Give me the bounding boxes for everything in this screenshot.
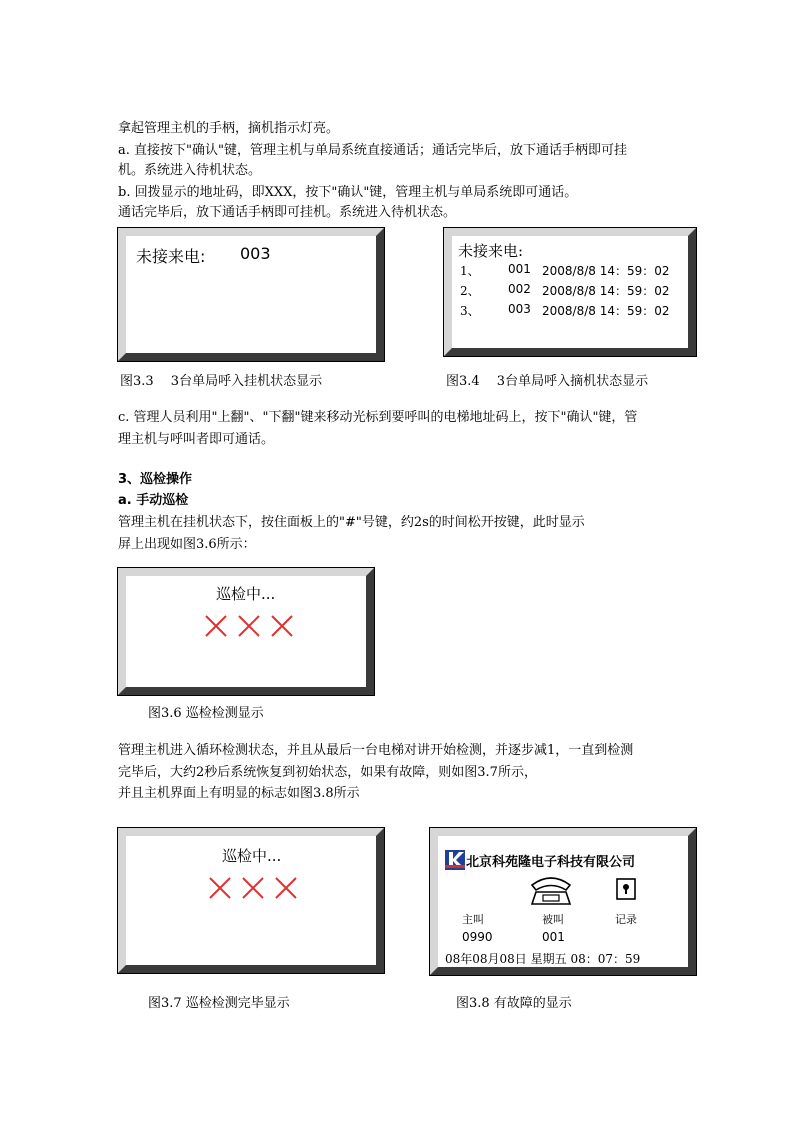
lcd-fig-3-3 <box>118 228 384 361</box>
lcd-fig-3-8 <box>430 828 696 975</box>
paragraph-pickup: 拿起管理主机的手柄，摘机指示灯亮。 <box>118 121 340 136</box>
row-index: 2、 <box>460 284 480 298</box>
row-code: 001 <box>508 262 531 276</box>
x-mark-icon <box>243 878 263 898</box>
x-mark-icon <box>272 616 292 636</box>
x-mark-icon <box>276 878 296 898</box>
paragraph-manual-line1: 管理主机在挂机状态下，按住面板上的"#"号键，约2s的时间松开按键，此时显示 <box>118 515 585 530</box>
paragraph-manual-line2: 屏上出现如图3.6所示： <box>118 537 256 552</box>
company-name: 北京科苑隆电子科技有限公司 <box>466 855 636 870</box>
fault-x-marks <box>206 874 302 902</box>
record-label: 记录 <box>615 913 637 926</box>
row-time: 2008/8/8 14：59：02 <box>542 284 670 298</box>
x-mark-icon <box>206 616 226 636</box>
paragraph-option-a-line1: a. 直接按下"确认"键，管理主机与单局系统直接通话；通话完毕后，放下通话手柄即可挂 <box>118 143 627 158</box>
paragraph-option-c-line1: c. 管理人员利用"上翻"、"下翻"键来移动光标到要呼叫的电梯地址码上，按下"确认"键，管 <box>118 410 638 425</box>
missed-call-code: 003 <box>240 244 271 263</box>
inspecting-label: 巡检中... <box>216 585 276 603</box>
missed-call-label: 未接来电: <box>136 247 206 266</box>
caller-label: 主叫 <box>462 913 484 926</box>
row-index: 1、 <box>460 264 480 278</box>
caption-fig-3-8: 图3.8 有故障的显示 <box>456 996 572 1011</box>
paragraph-option-a-line2: 机。系统进入待机状态。 <box>118 163 262 178</box>
paragraph-option-b: b. 回拨显示的地址码，即XXX，按下"确认"键，管理主机与单局系统即可通话。 <box>118 185 578 200</box>
row-time: 2008/8/8 14：59：02 <box>542 264 670 278</box>
lcd-fig-3-6 <box>118 568 374 695</box>
datetime-display: 08年08月08日 星期五 08：07：59 <box>445 952 641 966</box>
callee-value: 001 <box>542 930 565 944</box>
company-logo-icon <box>445 850 465 870</box>
caller-value: 0990 <box>462 930 493 944</box>
caption-fig-3-7: 图3.7 巡检检测完毕显示 <box>148 996 290 1011</box>
inspecting-done-label: 巡检中... <box>222 847 282 865</box>
missed-call-list-label: 未接来电: <box>458 242 524 260</box>
paragraph-option-c-line2: 理主机与呼叫者即可通话。 <box>118 432 275 447</box>
lcd-fig-3-7 <box>118 828 384 973</box>
row-code: 002 <box>508 282 531 296</box>
paragraph-cycle-line1: 管理主机进入循环检测状态，并且从最后一台电梯对讲开始检测，并逐步减1，一直到检测 <box>118 743 634 758</box>
x-mark-icon <box>239 616 259 636</box>
subsection-heading-manual: a. 手动巡检 <box>118 493 189 508</box>
x-mark-icon <box>210 878 230 898</box>
paragraph-option-b-end: 通话完毕后，放下通话手柄即可挂机。系统进入待机状态。 <box>118 205 457 220</box>
caption-fig-3-3: 图3.3 3台单局呼入挂机状态显示 <box>120 374 323 389</box>
caption-fig-3-4: 图3.4 3台单局呼入摘机状态显示 <box>446 374 649 389</box>
paragraph-cycle-line3: 并且主机界面上有明显的标志如图3.8所示 <box>118 786 360 801</box>
fault-x-marks <box>202 612 298 640</box>
record-lock-icon <box>616 878 636 900</box>
callee-label: 被叫 <box>542 913 564 926</box>
telephone-icon <box>528 873 574 907</box>
row-code: 003 <box>508 302 531 316</box>
lcd-fig-3-4 <box>444 228 696 356</box>
section-heading-inspection: 3、巡检操作 <box>118 472 193 487</box>
caption-fig-3-6: 图3.6 巡检检测显示 <box>148 706 264 721</box>
row-index: 3、 <box>460 304 480 318</box>
paragraph-cycle-line2: 完毕后，大约2秒后系统恢复到初始状态，如果有故障，则如图3.7所示， <box>118 765 537 780</box>
row-time: 2008/8/8 14：59：02 <box>542 304 670 318</box>
